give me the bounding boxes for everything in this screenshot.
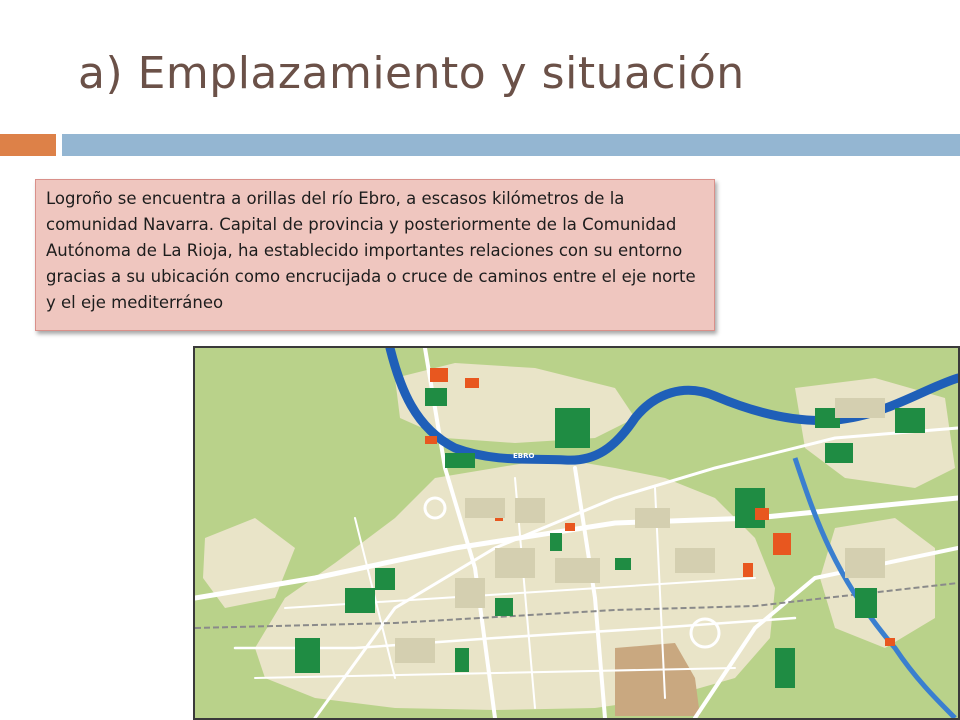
accent-bar-orange [0,134,56,156]
slide-title: a) Emplazamiento y situación [78,48,745,99]
city-map-image [195,348,958,718]
description-callout [35,179,715,331]
callout-text: Logroño se encuentra a orillas del río Ebro, a escasos kilómetros de la comunidad Navarra. Capital de provincia y posteriormente de la Comunidad Autónoma de La Rioja, ha establecido importantes relaciones con su entorno gracias a su ubicación como encrucijada o cruce de caminos entre el eje norte y el eje mediterráneo [46,189,696,312]
map-river-label: EBRO [513,452,535,460]
city-map [193,346,960,720]
accent-bar-blue [62,134,960,156]
